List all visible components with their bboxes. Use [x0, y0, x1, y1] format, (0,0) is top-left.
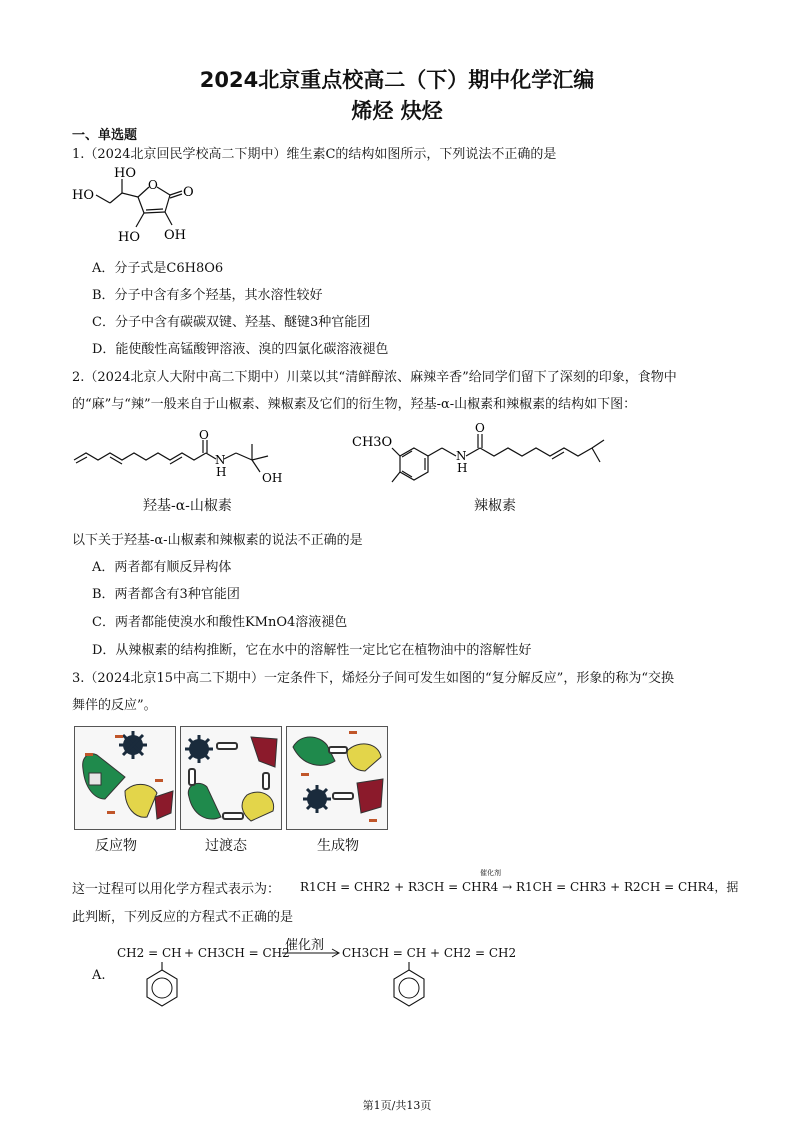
q3-stem-line2: 舞伴的反应”。 [72, 698, 157, 713]
q3-equation: R1CH = CHR2 + R3CH = CHR4 → R1CH = CHR3 + R2CH = CHR4，据 [300, 880, 739, 894]
q3-option-a-product2: + CH2 = CH2 [430, 946, 517, 960]
q1-option-d: D．能使酸性高锰酸钾溶液、溴的四氯化碳溶液褪色 [92, 342, 389, 357]
benzene-ring-product-icon [390, 962, 430, 1010]
sanshool-label-h: H [216, 465, 227, 479]
vc-label-ho-bottom: HO [118, 230, 140, 245]
vitamin-c-structure [70, 165, 210, 245]
sanshool-caption: 羟基-α-山椒素 [143, 498, 232, 514]
q3-option-a-product1: CH3CH = CH [342, 946, 427, 960]
hydroxy-sanshool-structure [72, 428, 302, 488]
capsaicin-label-o: O [475, 421, 485, 435]
q3-option-a-reactant2: + CH3CH = CH2 [184, 946, 290, 960]
product-panel [286, 726, 388, 830]
reactant-illustration [75, 727, 175, 829]
q2-option-a: A．两者都有顺反异构体 [92, 560, 232, 575]
capsaicin-structure [352, 420, 622, 495]
q2-stem-line1: 2.（2024北京人大附中高二下期中）川菜以其“清鲜醇浓、麻辣辛香”给同学们留下了深刻的印象，食物中 [72, 370, 677, 385]
caption-transition-state: 过渡态 [205, 838, 247, 854]
vc-label-carbonyl-o: O [183, 185, 194, 200]
capsaicin-label-ch3o: CH3O [352, 435, 393, 450]
q2-option-d: D．从辣椒素的结构推断，它在水中的溶解性一定比它在植物油中的溶解性好 [92, 643, 532, 658]
q2-stem-line2: 的“麻”与“辣”一般来自于山椒素、辣椒素及它们的衍生物，羟基-α-山椒素和辣椒素的结构如下图： [72, 397, 637, 412]
q1-stem: 1.（2024北京回民学校高二下期中）维生素C的结构如图所示，下列说法不正确的是 [72, 147, 557, 162]
vc-label-oh-bottom: OH [164, 228, 186, 243]
q2-option-c: C．两者都能使溴水和酸性KMnO4溶液褪色 [92, 615, 348, 630]
q3-catalyst-small: 催化剂 [480, 869, 501, 877]
benzene-ring-reactant-icon [143, 962, 183, 1010]
q2-question: 以下关于羟基-α-山椒素和辣椒素的说法不正确的是 [72, 533, 363, 548]
transition-state-panel [180, 726, 282, 830]
reactant-panel [74, 726, 176, 830]
document-subtitle: 烯烃 炔烃 [351, 99, 443, 123]
caption-products: 生成物 [317, 838, 359, 854]
capsaicin-caption: 辣椒素 [474, 498, 516, 514]
product-illustration [287, 727, 387, 829]
q1-option-b: B．分子中含有多个羟基，其水溶性较好 [92, 288, 323, 303]
document-title: 2024北京重点校高二（下）期中化学汇编 [199, 68, 595, 92]
capsaicin-label-n: N [456, 449, 467, 463]
sanshool-label-n: N [215, 453, 226, 467]
q3-option-a-reactant1: CH2 = CH [117, 946, 182, 960]
q2-option-b: B．两者都含有3种官能团 [92, 587, 240, 602]
q3-option-a-label: A. [92, 968, 106, 983]
q3-conclusion: 此判断，下列反应的方程式不正确的是 [72, 910, 294, 925]
sanshool-label-o: O [199, 428, 209, 442]
q3-stem-line1: 3.（2024北京15中高二下期中）一定条件下，烯烃分子间可发生如图的“复分解反应”，形象的称为“交换 [72, 671, 674, 686]
transition-state-illustration [181, 727, 281, 829]
q1-option-a: A．分子式是C6H8O6 [92, 261, 224, 276]
q3-option-a-catalyst: 催化剂 [285, 938, 325, 953]
section-label: 一、单选题 [72, 128, 138, 143]
vc-label-ho-left: HO [72, 188, 94, 203]
capsaicin-label-h: H [457, 461, 468, 475]
page-footer: 第1页/共13页 [362, 1099, 432, 1112]
q1-option-c: C．分子中含有碳碳双键、羟基、醚键3种官能团 [92, 315, 371, 330]
q3-equation-intro: 这一过程可以用化学方程式表示为： [72, 882, 281, 897]
vc-label-ring-o: O [148, 178, 158, 192]
caption-reactants: 反应物 [95, 838, 137, 854]
vc-label-ho-top: HO [114, 166, 136, 181]
reaction-arrow-icon [282, 948, 342, 958]
sanshool-label-oh: OH [262, 471, 283, 485]
